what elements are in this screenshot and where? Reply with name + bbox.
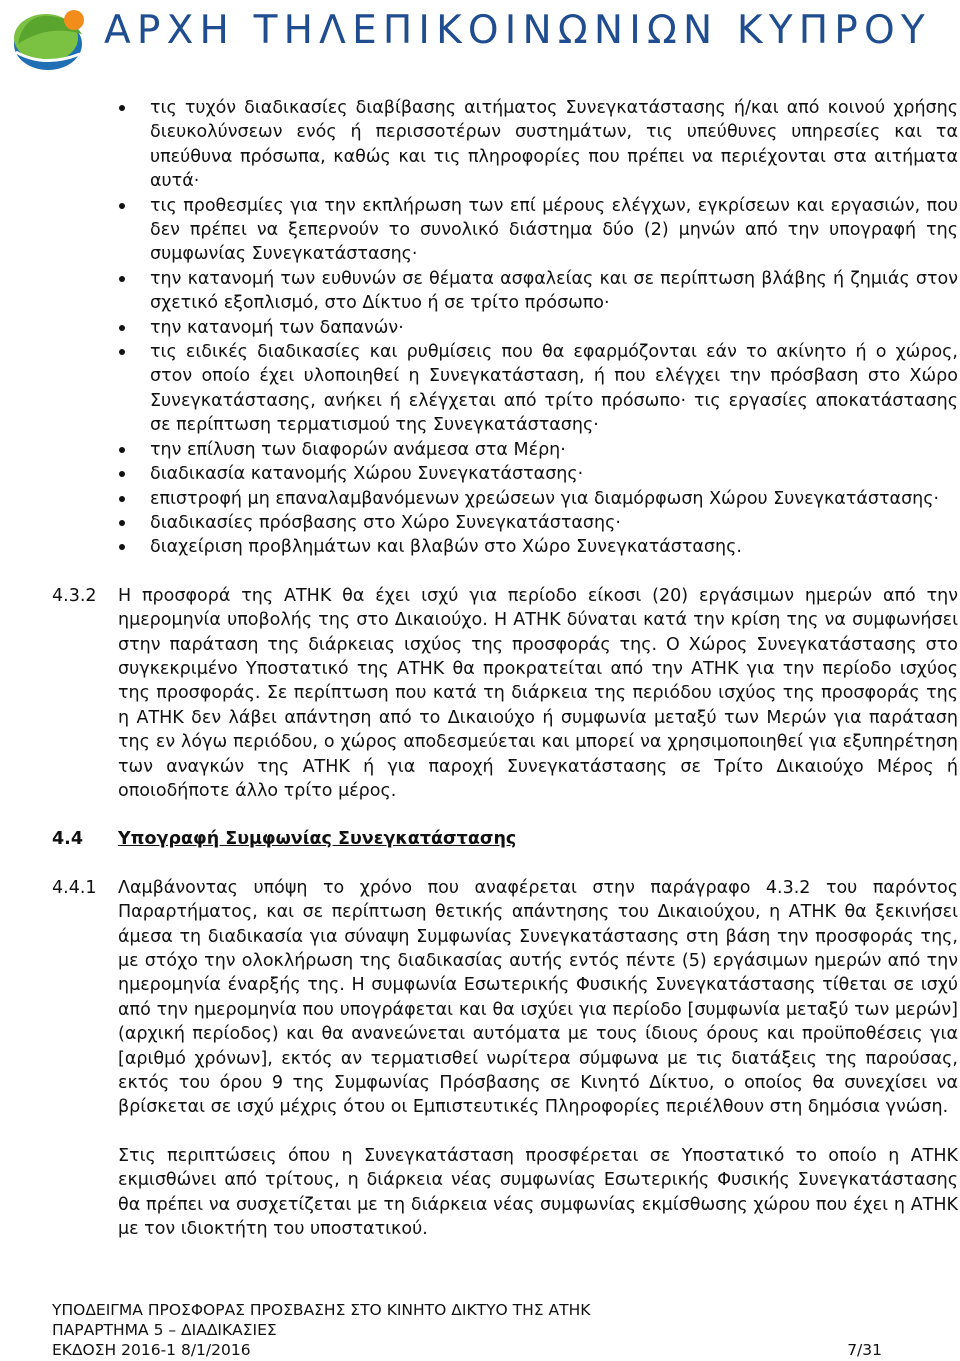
document-body bbox=[0, 96, 960, 1241]
section-4-4-heading bbox=[0, 827, 960, 851]
logo-icon bbox=[8, 4, 92, 74]
section-4-4-1 bbox=[0, 876, 960, 1242]
page-footer bbox=[52, 1300, 882, 1360]
section-title: Υπογραφή Συμφωνίας Συνεγκατάστασης bbox=[118, 829, 517, 850]
organization-name: ΑΡΧΗ ΤΗΛΕΠΙΚΟΙΝΩΝΙΩΝ ΚΥΠΡΟΥ bbox=[104, 8, 931, 53]
list-item: διαχείριση προβλημάτων και βλαβών στο Χώρο Συνεγκατάστασης. bbox=[0, 535, 958, 559]
section-paragraph: Η προσφορά της ΑΤΗΚ θα έχει ισχύ για περίοδο είκοσι (20) εργάσιμων ημερών από την ημερομηνία υποβολής της στο Δικαιούχο. Η ΑΤΗΚ δύναται κατά την κρίση της να συμφωνήσει στην παράταση της διάρκειας ισχύος της προσφοράς της. Ο Χώρος Συνεγκατάστασης στο συγκεκριμένο Υποστατικό της ΑΤΗΚ θα προκρατείται από την ΑΤΗΚ για την περίοδο ισχύος της προσφοράς. Σε περίπτωση που κατά τη διάρκεια της περιόδου ισχύος της προσφοράς της η ΑΤΗΚ δεν λάβει απάντηση από το Δικαιούχο ή συμφωνία μεταξύ των Μερών για παράταση της εν λόγω περιόδου, ο χώρος αποδεσμεύεται και μπορεί να χρησιμοποιηθεί για εξυπηρέτηση των αναγκών της ΑΤΗΚ ή για παροχή Συνεγκατάστασης σε Τρίτο Δικαιούχο Μέρος ή οποιοδήποτε άλλο τρίτο μέρος. bbox=[118, 585, 958, 801]
section-number: 4.3.2 bbox=[52, 585, 97, 606]
section-number: 4.4 bbox=[52, 829, 84, 850]
footer-line: ΠΑΡΑΡΤΗΜΑ 5 – ΔΙΑΔΙΚΑΣΙΕΣ bbox=[52, 1321, 277, 1339]
list-item: διαδικασίες πρόσβασης στο Χώρο Συνεγκατάστασης· bbox=[0, 511, 958, 535]
list-item: τις προθεσμίες για την εκπλήρωση των επί μέρους ελέγχων, εγκρίσεων και εργασιών, που δεν πρέπει να ξεπερνούν το συνολικό διάστημα δύο (2) μηνών από την υπογραφή της συμφωνίας Συνεγκατάστασης· bbox=[0, 194, 958, 267]
footer-line: ΥΠΟΔΕΙΓΜΑ ΠΡΟΣΦΟΡΑΣ ΠΡΟΣΒΑΣΗΣ ΣΤΟ ΚΙΝΗΤΟ ΔΙΚΤΥΟ ΤΗΣ ΑΤΗΚ bbox=[52, 1301, 591, 1319]
bullet-list bbox=[0, 96, 960, 560]
list-item: τις τυχόν διαδικασίες διαβίβασης αιτήματος Συνεγκατάστασης ή/και από κοινού χρήσης διευκολύνσεων ενός ή περισσοτέρων συστημάτων, τις υπεύθυνες υπηρεσίες και τα υπεύθυνα πρόσωπα, καθώς και τις πληροφορίες που πρέπει να περιέχονται στα αιτήματα αυτά· bbox=[0, 96, 958, 194]
section-paragraph: Στις περιπτώσεις όπου η Συνεγκατάσταση προσφέρεται σε Υποστατικό το οποίο η ΑΤΗΚ εκμισθώνει από τρίτους, η διάρκεια νέας συμφωνίας Εσωτερικής Φυσικής Συνεγκατάστασης θα πρέπει να συσχετίζεται με τη διάρκεια νέας συμφωνίας εκμίσθωσης χώρου που έχει η ΑΤΗΚ με τον ιδιοκτήτη του υποστατικού. bbox=[118, 1145, 958, 1240]
list-item: την επίλυση των διαφορών ανάμεσα στα Μέρη· bbox=[0, 438, 958, 462]
page-number: 7/31 bbox=[847, 1341, 882, 1359]
page-header bbox=[0, 0, 960, 78]
footer-edition: ΕΚΔΟΣΗ 2016-1 8/1/2016 bbox=[52, 1341, 251, 1359]
section-number: 4.4.1 bbox=[52, 877, 97, 898]
section-4-3-2 bbox=[0, 584, 960, 804]
list-item: την κατανομή των ευθυνών σε θέματα ασφαλείας και σε περίπτωση βλάβης ή ζημιάς στον σχετικό εξοπλισμό, στο Δίκτυο ή σε τρίτο πρόσωπο· bbox=[0, 267, 958, 316]
section-paragraph: Λαμβάνοντας υπόψη το χρόνο που αναφέρεται στην παράγραφο 4.3.2 του παρόντος Παραρτήματος, και σε περίπτωση θετικής απάντησης του Δικαιούχου, η ΑΤΗΚ θα ξεκινήσει άμεσα τη διαδικασία για σύναψη Συμφωνίας Συνεγκατάστασης στη βάση την προσφοράς της, με στόχο την ολοκλήρωση της διαδικασίας αυτής εντός πέντε (5) εργάσιμων ημερών από την ημερομηνία έναρξής της. Η συμφωνία Εσωτερικής Φυσικής Συνεγκατάστασης τίθεται σε ισχύ από την ημερομηνία που υπογράφεται και θα ισχύει για περίοδο [συμφωνία μεταξύ των μερών] (αρχική περίοδος) και θα ανανεώνεται αυτόματα με τους ίδιους όρους και προϋποθέσεις για [αριθμό χρόνων], εκτός αν τερματισθεί νωρίτερα σύμφωνα με τις διατάξεις της παρούσας, εκτός του όρου 9 της Συμφωνίας Πρόσβασης σε Κινητό Δίκτυο, ο οποίος θα συνεχίσει να βρίσκεται σε ισχύ μέχρις ότου οι Εμπιστευτικές Πληροφορίες περιέλθουν στη δημόσια γνώση. bbox=[118, 877, 958, 1118]
list-item: την κατανομή των δαπανών· bbox=[0, 316, 958, 340]
list-item: διαδικασία κατανομής Χώρου Συνεγκατάστασης· bbox=[0, 462, 958, 486]
footer-line-3 bbox=[52, 1340, 882, 1360]
list-item: τις ειδικές διαδικασίες και ρυθμίσεις που θα εφαρμόζονται εάν το ακίνητο ή ο χώρος, στον οποίο έχει υλοποιηθεί η Συνεγκατάσταση, ή που ελέγχει την πρόσβαση στο Χώρο Συνεγκατάστασης, ανήκει ή ελέγχεται από τρίτο πρόσωπο· τις εργασίες αποκατάστασης σε περίπτωση τερματισμού της Συνεγκατάστασης· bbox=[0, 340, 958, 438]
list-item: επιστροφή μη επαναλαμβανόμενων χρεώσεων για διαμόρφωση Χώρου Συνεγκατάστασης· bbox=[0, 487, 958, 511]
